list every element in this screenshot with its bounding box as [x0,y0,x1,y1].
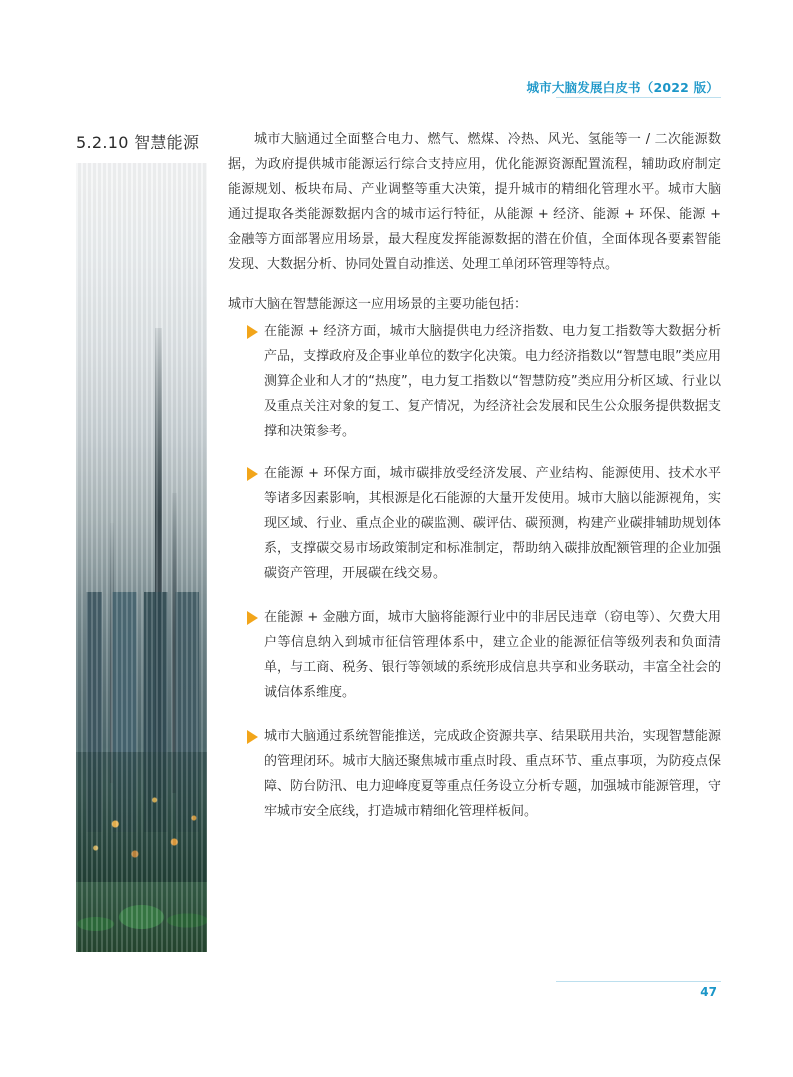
lead-sentence: 城市大脑在智慧能源这一应用场景的主要功能包括： [228,297,528,312]
intro-text: 城市大脑通过全面整合电力、燃气、燃煤、冷热、风光、氢能等一 / 二次能源数据，为政府提供城市能源运行综合支持应用，优化能源资源配置流程，辅助政府制定能源规划、板块布局、产业调整等重大决策，提升城市的精细化管理水平。城市大脑通过提取各类能源数据内含的城市运行特征，从能源 + 经济、能源 + 环保、能源 + 金融等方面部署应用场景，最大程度发挥能源数据的潜在价值，全面体现各要素智能发现、大数据分析、协同处置自动推送、处理工单闭环管理等特点。 [228,132,721,272]
footer-divider [556,981,721,982]
triangle-bullet-icon [247,611,258,625]
page-number: 47 [700,985,717,999]
industrial-city-photo [76,163,207,952]
bullet-item [248,319,721,444]
triangle-bullet-icon [247,467,258,481]
triangle-bullet-icon [247,325,258,339]
intro-paragraph [228,127,721,277]
bullet-item [248,461,721,586]
bullet-text: 在能源 + 经济方面，城市大脑提供电力经济指数、电力复工指数等大数据分析产品，支撑政府及企事业单位的数字化决策。电力经济指数以“智慧电眼”类应用测算企业和人才的“热度”，电力复工指数以“智慧防疫”类应用分析区域、行业以及重点关注对象的复工、复产情况，为经济社会发展和民生公众服务提供数据支撑和决策参考。 [264,324,721,439]
header-divider [556,97,721,98]
bullet-item [248,605,721,705]
bullet-text: 在能源 + 金融方面，城市大脑将能源行业中的非居民违章（窃电等）、欠费大用户等信息纳入到城市征信管理体系中，建立企业的能源征信等级列表和负面清单，与工商、税务、银行等领域的系统形成信息共享和业务联动，丰富全社会的诚信体系维度。 [264,610,721,700]
bullet-item [248,724,721,824]
bullet-text: 城市大脑通过系统智能推送，完成政企资源共享、结果联用共治，实现智慧能源的管理闭环。城市大脑还聚焦城市重点时段、重点环节、重点事项，为防疫点保障、防台防汛、电力迎峰度夏等重点任务设立分析专题，加强城市能源管理，守牢城市安全底线，打造城市精细化管理样板间。 [264,729,721,819]
header-title: 城市大脑发展白皮书（2022 版） [526,80,719,95]
bullet-text: 在能源 + 环保方面，城市碳排放受经济发展、产业结构、能源使用、技术水平等诸多因素影响，其根源是化石能源的大量开发使用。城市大脑以能源视角，实现区域、行业、重点企业的碳监测、碳评估、碳预测，构建产业碳排辅助规划体系，支撑碳交易市场政策制定和标准制定，帮助纳入碳排放配额管理的企业加强碳资产管理，开展碳在线交易。 [264,466,721,581]
photo-stripes-overlay [76,163,207,952]
section-heading: 5.2.10 智慧能源 [76,133,200,152]
triangle-bullet-icon [247,730,258,744]
